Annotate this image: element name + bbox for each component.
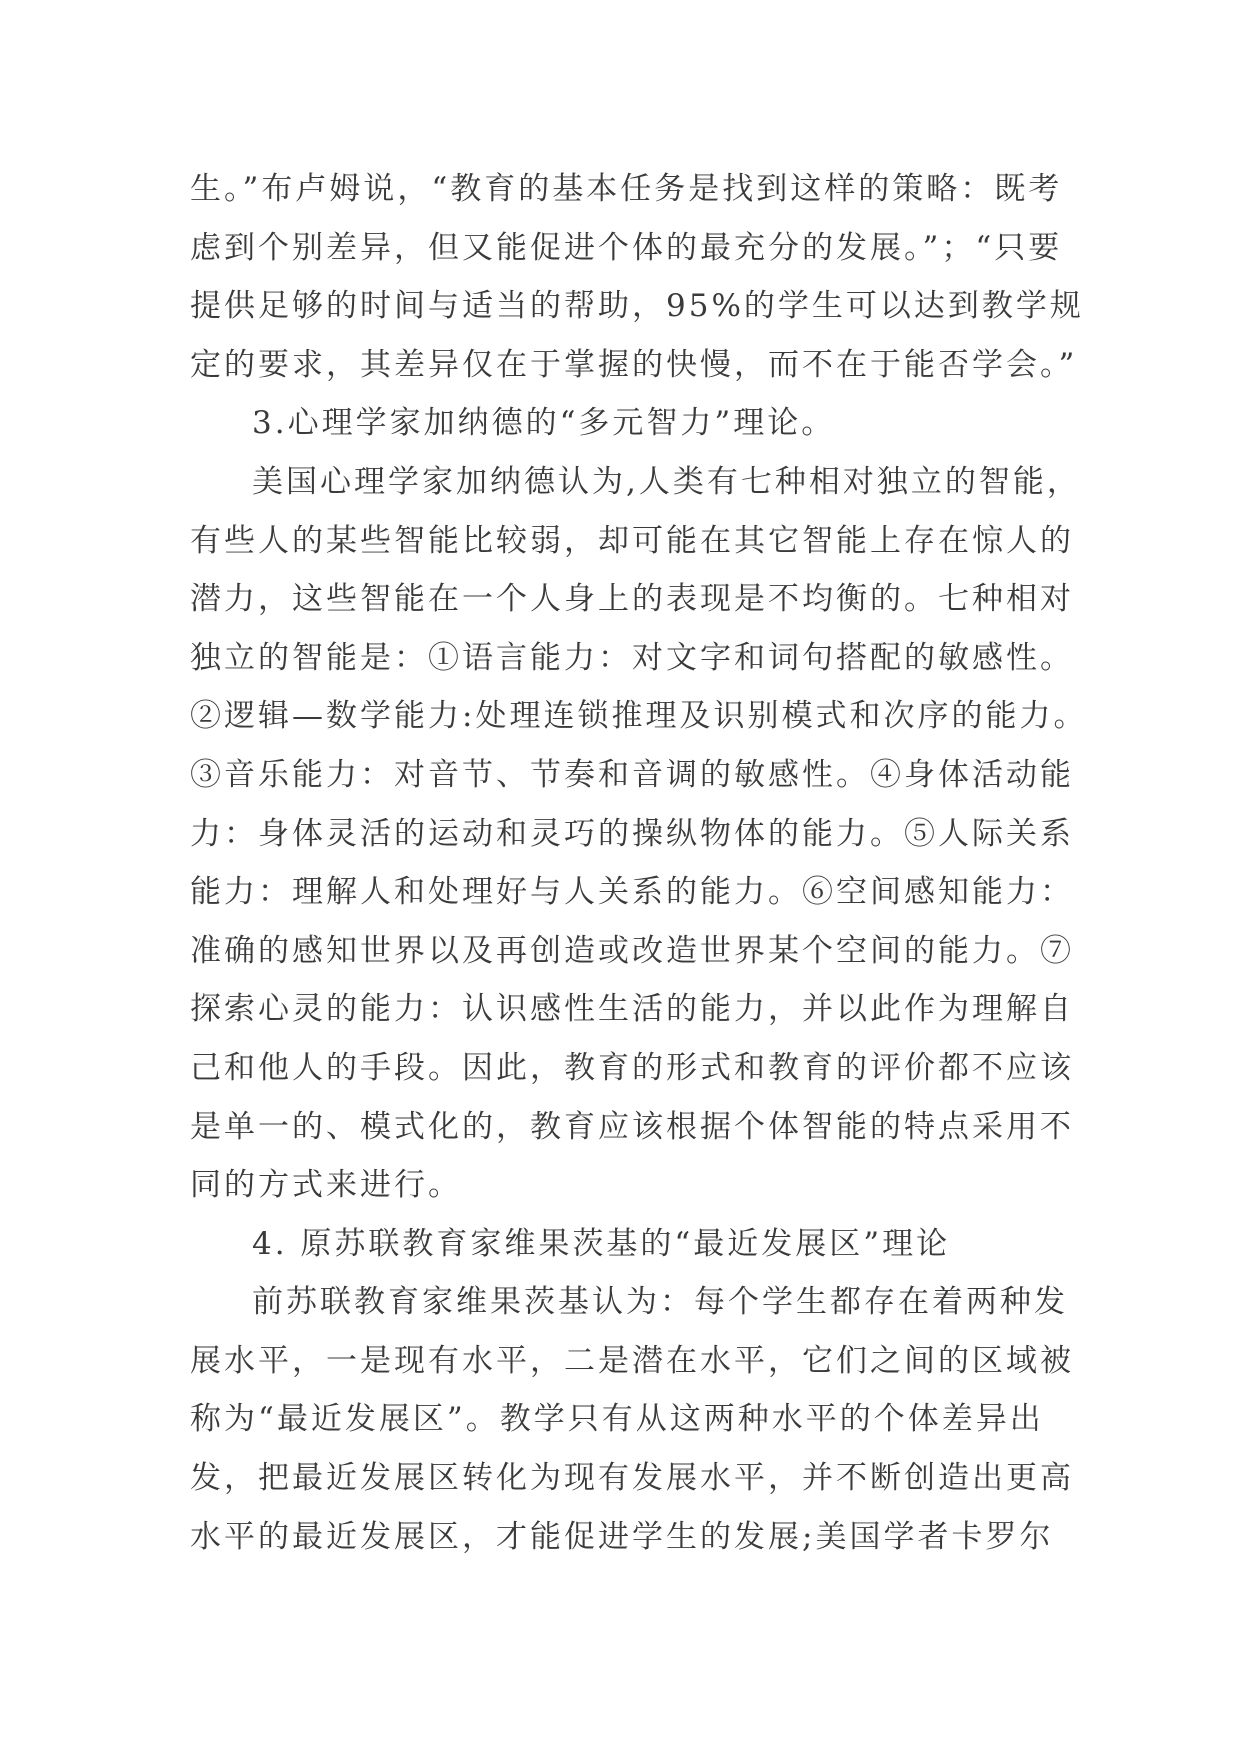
body-text bbox=[190, 160, 1088, 1566]
text-line: 己和他人的手段。因此，教育的形式和教育的评价都不应该 bbox=[190, 1049, 1074, 1086]
text-line: 是单一的、模式化的，教育应该根据个体智能的特点采用不 bbox=[190, 1108, 1074, 1145]
text-line: 水平的最近发展区，才能促进学生的发展;美国学者卡罗尔 bbox=[190, 1518, 1054, 1555]
text-line: 力：身体灵活的运动和灵巧的操纵物体的能力。⑤人际关系 bbox=[190, 815, 1074, 852]
text-line: 虑到个别差异，但又能促进个体的最充分的发展。”；“只要 bbox=[190, 229, 1063, 266]
text-line: 生。”布卢姆说，“教育的基本任务是找到这样的策略：既考 bbox=[190, 171, 1063, 207]
text-line: 发，把最近发展区转化为现有发展水平，并不断创造出更高 bbox=[190, 1460, 1074, 1497]
text-line: ②逻辑—数学能力:处理连锁推理及识别模式和次序的能力。 bbox=[190, 698, 1088, 735]
section-heading: 4. 原苏联教育家维果茨基的“最近发展区”理论 bbox=[252, 1225, 951, 1262]
text-line: 准确的感知世界以及再创造或改造世界某个空间的能力。⑦ bbox=[190, 932, 1074, 969]
text-line: 探索心灵的能力：认识感性生活的能力，并以此作为理解自 bbox=[190, 991, 1074, 1028]
text-line: 展水平，一是现有水平，二是潜在水平，它们之间的区域被 bbox=[190, 1342, 1074, 1379]
paragraph-first-line: 美国心理学家加纳德认为,人类有七种相对独立的智能， bbox=[252, 463, 1081, 500]
paragraph-first-line: 前苏联教育家维果茨基认为：每个学生都存在着两种发 bbox=[252, 1284, 1068, 1321]
text-line: 同的方式来进行。 bbox=[190, 1167, 462, 1204]
text-line: 独立的智能是：①语言能力：对文字和词句搭配的敏感性。 bbox=[190, 639, 1074, 676]
text-line: 有些人的某些智能比较弱，却可能在其它智能上存在惊人的 bbox=[190, 522, 1074, 559]
text-line: 能力：理解人和处理好与人关系的能力。⑥空间感知能力： bbox=[190, 874, 1074, 911]
text-line: 定的要求，其差异仅在于掌握的快慢，而不在于能否学会。” bbox=[190, 346, 1078, 383]
section-heading: 3.心理学家加纳德的“多元智力”理论。 bbox=[252, 405, 836, 442]
text-line: 提供足够的时间与适当的帮助，95%的学生可以达到教学规 bbox=[190, 288, 1084, 325]
text-line: 称为“最近发展区”。教学只有从这两种水平的个体差异出 bbox=[190, 1401, 1044, 1438]
text-line: ③音乐能力：对音节、节奏和音调的敏感性。④身体活动能 bbox=[190, 756, 1074, 793]
text-line: 潜力，这些智能在一个人身上的表现是不均衡的。七种相对 bbox=[190, 581, 1074, 618]
